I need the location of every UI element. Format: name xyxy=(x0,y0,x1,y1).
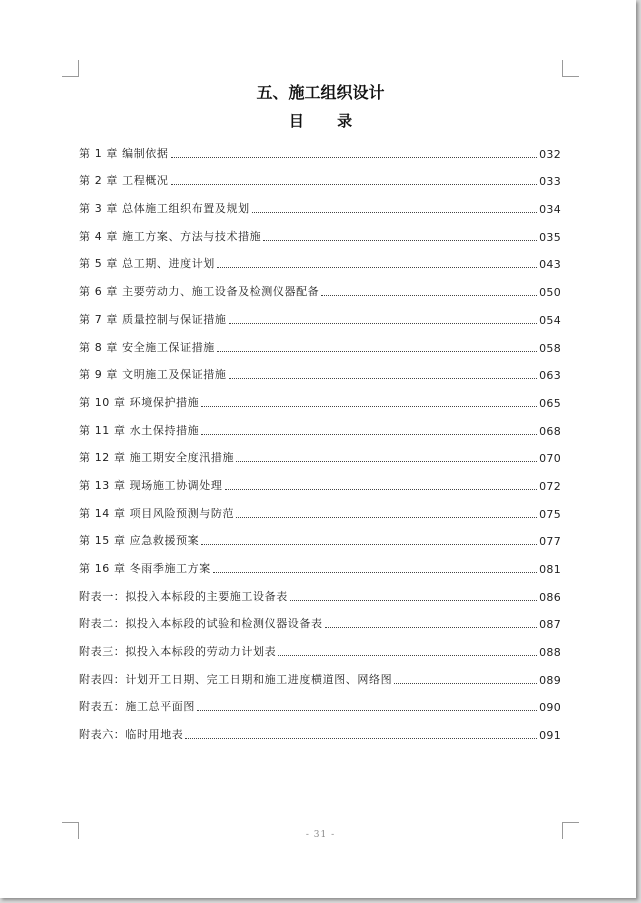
toc-entry[interactable] xyxy=(79,554,561,582)
toc-entry-page: 088 xyxy=(539,646,561,660)
toc-leader-dots xyxy=(217,351,537,352)
toc-entry-page: 081 xyxy=(539,563,561,576)
toc-entry[interactable] xyxy=(79,610,561,638)
crop-mark-top-right xyxy=(562,60,579,77)
toc-entry-label: 第 7 章 质量控制与保证措施 xyxy=(79,312,227,326)
toc-leader-dots xyxy=(229,378,538,379)
toc-entry[interactable] xyxy=(79,139,561,167)
toc-entry-label: 第 11 章 水土保持措施 xyxy=(79,423,200,437)
toc-entry-page: 054 xyxy=(539,313,561,327)
toc-entry[interactable] xyxy=(79,167,561,195)
toc-leader-dots xyxy=(171,184,538,185)
toc-leader-dots xyxy=(325,627,537,628)
toc-entry-page: 050 xyxy=(539,286,561,300)
toc-leader-dots xyxy=(290,600,537,601)
toc-leader-dots xyxy=(201,406,537,407)
toc-leader-dots xyxy=(217,267,537,268)
toc-leader-dots xyxy=(171,157,538,158)
toc-leader-dots xyxy=(229,323,538,324)
toc-entry[interactable] xyxy=(79,416,561,444)
toc-entry-label: 第 3 章 总体施工组织布置及规划 xyxy=(79,202,250,216)
toc-entry-page: 058 xyxy=(539,341,561,355)
toc-leader-dots xyxy=(278,655,537,656)
toc-entry-label: 附表二：拟投入本标段的试验和检测仪器设备表 xyxy=(79,617,323,631)
toc-entry-label: 附表四：计划开工日期、完工日期和施工进度横道图、网络图 xyxy=(79,672,393,686)
toc-entry[interactable] xyxy=(79,720,561,748)
toc-entry[interactable] xyxy=(79,582,561,610)
toc-entry[interactable] xyxy=(79,665,561,693)
toc-entry-label: 第 8 章 安全施工保证措施 xyxy=(79,340,215,354)
toc-leader-dots xyxy=(236,517,537,518)
toc-leader-dots xyxy=(225,489,538,490)
toc-entry[interactable] xyxy=(79,194,561,222)
toc-entry-page: 068 xyxy=(539,424,561,438)
toc-entry-page: 086 xyxy=(539,590,561,604)
toc-entry-page: 035 xyxy=(539,230,561,244)
toc-leader-dots xyxy=(201,434,537,435)
toc-entry[interactable] xyxy=(79,222,561,250)
toc-leader-dots xyxy=(201,544,537,545)
crop-mark-top-left xyxy=(62,60,79,77)
toc-entry-label: 第 6 章 主要劳动力、施工设备及检测仪器配备 xyxy=(79,285,320,299)
toc-leader-dots xyxy=(197,710,537,711)
toc-entry[interactable] xyxy=(79,693,561,721)
toc-entry-page: 091 xyxy=(539,729,561,743)
toc-leader-dots xyxy=(394,683,537,684)
table-of-contents xyxy=(79,139,561,748)
toc-entry-label: 第 10 章 环境保护措施 xyxy=(79,395,200,409)
toc-entry[interactable] xyxy=(79,471,561,499)
toc-leader-dots xyxy=(236,461,537,462)
toc-entry-page: 090 xyxy=(539,701,561,715)
toc-entry[interactable] xyxy=(79,444,561,472)
toc-entry-label: 附表三：拟投入本标段的劳动力计划表 xyxy=(79,645,277,659)
toc-entry[interactable] xyxy=(79,499,561,527)
page-title: 五、施工组织设计 xyxy=(256,83,385,102)
toc-entry[interactable] xyxy=(79,305,561,333)
toc-entry[interactable] xyxy=(79,637,561,665)
toc-entry[interactable] xyxy=(79,527,561,555)
toc-entry-page: 075 xyxy=(539,507,561,521)
toc-entry-label: 第 12 章 施工期安全度汛措施 xyxy=(79,451,235,465)
toc-entry-label: 附表六：临时用地表 xyxy=(79,728,184,742)
page-number: - 31 - xyxy=(305,830,336,840)
toc-entry[interactable] xyxy=(79,277,561,305)
toc-entry[interactable] xyxy=(79,250,561,278)
toc-entry-page: 077 xyxy=(539,535,561,549)
toc-entry-label: 第 1 章 编制依据 xyxy=(79,146,169,160)
toc-entry-page: 070 xyxy=(539,452,561,466)
toc-entry-page: 089 xyxy=(539,673,561,687)
toc-leader-dots xyxy=(185,738,537,739)
toc-entry-label: 第 16 章 冬雨季施工方案 xyxy=(79,562,211,575)
toc-leader-dots xyxy=(263,240,537,241)
toc-entry-page: 072 xyxy=(539,479,561,493)
toc-entry-label: 第 13 章 现场施工协调处理 xyxy=(79,478,223,492)
toc-entry-label: 附表五：施工总平面图 xyxy=(79,700,195,714)
toc-entry[interactable] xyxy=(79,333,561,361)
toc-entry-label: 第 4 章 施工方案、方法与技术措施 xyxy=(79,229,262,243)
toc-entry-page: 034 xyxy=(539,203,561,217)
toc-entry-label: 第 5 章 总工期、进度计划 xyxy=(79,257,215,271)
toc-entry-page: 043 xyxy=(539,258,561,272)
toc-leader-dots xyxy=(213,572,537,573)
toc-entry-page: 063 xyxy=(539,369,561,383)
toc-entry-page: 087 xyxy=(539,618,561,632)
toc-entry[interactable] xyxy=(79,388,561,416)
toc-entry-page: 033 xyxy=(539,175,561,189)
toc-leader-dots xyxy=(321,295,537,296)
toc-heading: 目 录 xyxy=(288,112,367,130)
toc-entry-page: 032 xyxy=(539,147,561,161)
toc-entry-label: 第 2 章 工程概况 xyxy=(79,174,169,188)
toc-entry-label: 第 9 章 文明施工及保证措施 xyxy=(79,368,227,382)
toc-leader-dots xyxy=(252,212,537,213)
toc-entry-label: 附表一：拟投入本标段的主要施工设备表 xyxy=(79,589,288,603)
toc-entry[interactable] xyxy=(79,361,561,389)
toc-entry-label: 第 15 章 应急救援预案 xyxy=(79,534,200,548)
toc-entry-label: 第 14 章 项目风险预测与防范 xyxy=(79,506,235,520)
toc-entry-page: 065 xyxy=(539,396,561,410)
